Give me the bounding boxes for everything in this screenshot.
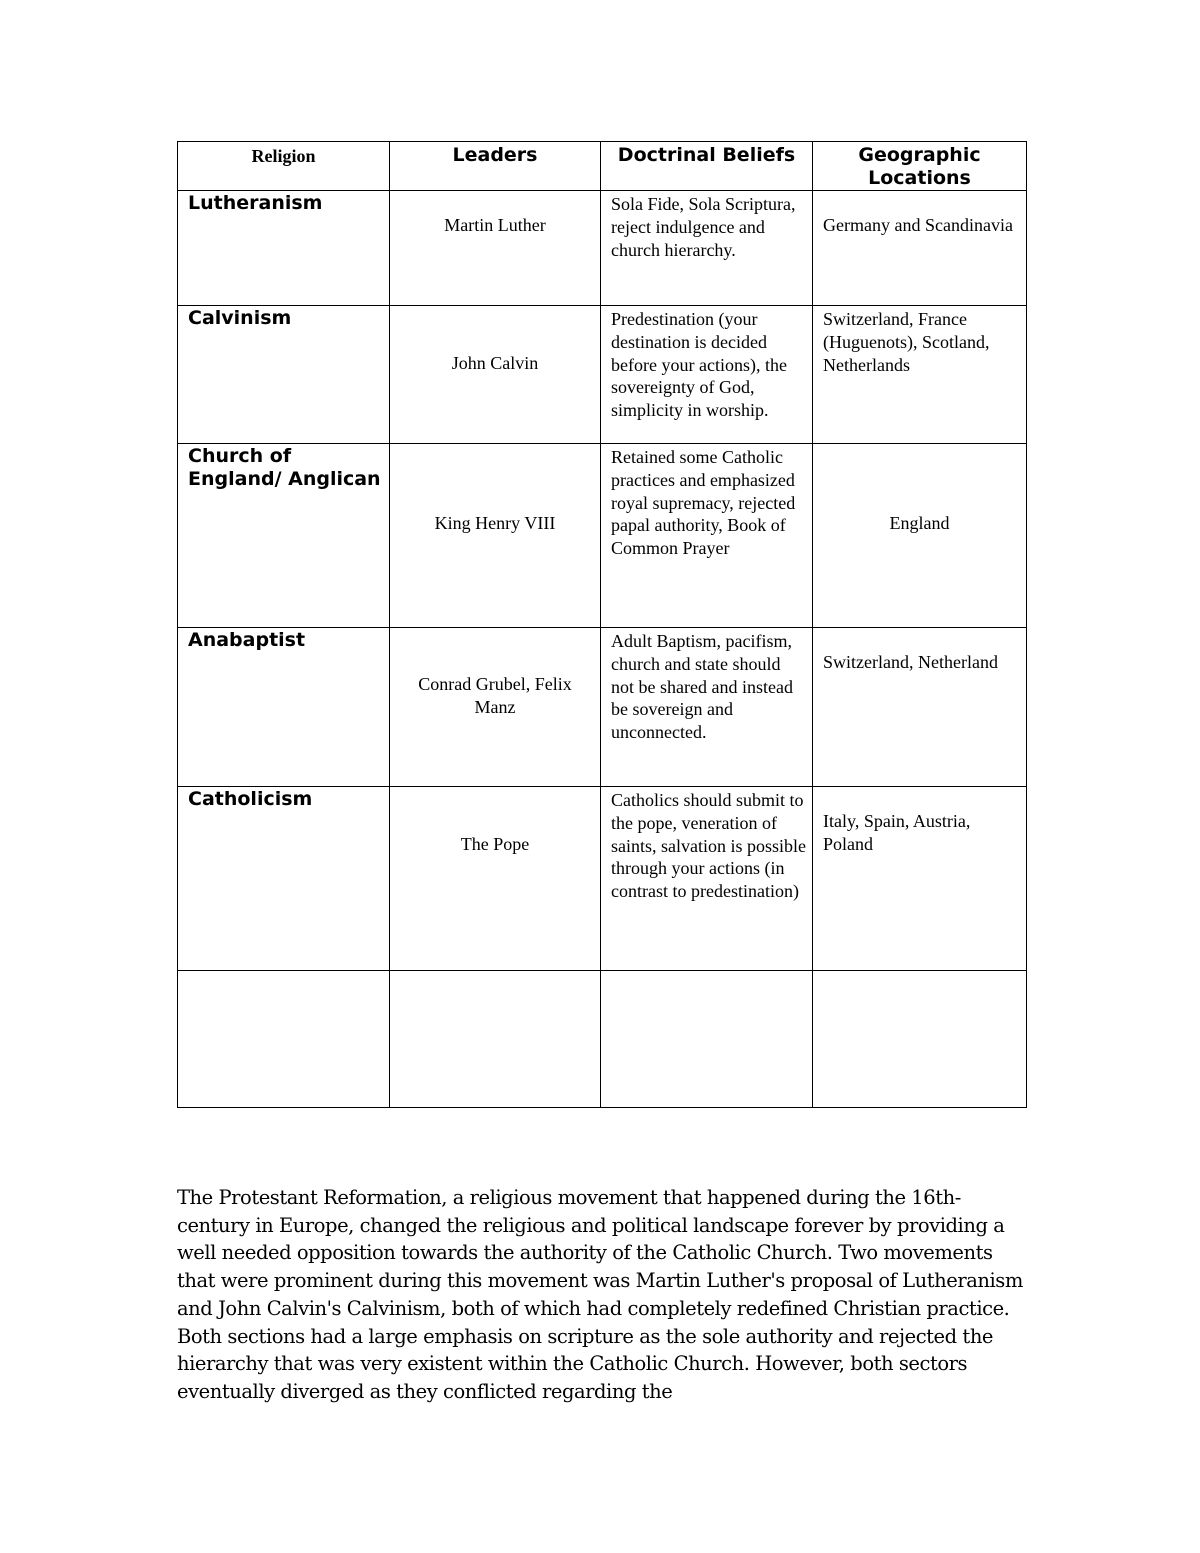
religion-cell: Lutheranism bbox=[178, 191, 390, 306]
empty-cell bbox=[813, 971, 1027, 1108]
locations-cell: Germany and Scandinavia bbox=[813, 191, 1027, 306]
leaders-cell: John Calvin bbox=[390, 306, 601, 444]
header-geographic-locations: Geographic Locations bbox=[813, 142, 1027, 191]
religion-cell: Anabaptist bbox=[178, 628, 390, 787]
leaders-cell: The Pope bbox=[390, 787, 601, 971]
locations-cell: Italy, Spain, Austria, Poland bbox=[813, 787, 1027, 971]
table-row bbox=[178, 787, 1027, 971]
beliefs-cell: Predestination (your destination is decided before your actions), the sovereignty of God, simplicity in worship. bbox=[601, 306, 813, 444]
empty-cell bbox=[178, 971, 390, 1108]
religion-cell: Calvinism bbox=[178, 306, 390, 444]
table-row bbox=[178, 191, 1027, 306]
locations-cell: Switzerland, Netherland bbox=[813, 628, 1027, 787]
header-leaders: Leaders bbox=[390, 142, 601, 191]
table-row bbox=[178, 306, 1027, 444]
religion-cell: Catholicism bbox=[178, 787, 390, 971]
beliefs-cell: Sola Fide, Sola Scriptura, reject indulgence and church hierarchy. bbox=[601, 191, 813, 306]
leaders-cell: King Henry VIII bbox=[390, 444, 601, 628]
empty-cell bbox=[390, 971, 601, 1108]
locations-cell: England bbox=[813, 444, 1027, 628]
table-row bbox=[178, 628, 1027, 787]
table-row bbox=[178, 444, 1027, 628]
leaders-cell: Martin Luther bbox=[390, 191, 601, 306]
essay-paragraph: The Protestant Reformation, a religious movement that happened during the 16th-century in Europe, changed the religious and political landscape forever by providing a well needed opposition towards the authority of the Catholic Church. Two movements that were prominent during this movement was Martin Luther's proposal of Lutheranism and John Calvin's Calvinism, both of which had completely redefined Christian practice. Both sections had a large emphasis on scripture as the sole authority and rejected the hierarchy that was very existent within the Catholic Church. However, both sectors eventually diverged as they conflicted regarding the bbox=[177, 1186, 1023, 1403]
empty-cell bbox=[601, 971, 813, 1108]
religion-cell: Church of England/ Anglican bbox=[178, 444, 390, 628]
header-religion: Religion bbox=[178, 142, 390, 191]
religions-table bbox=[177, 141, 1027, 1108]
table-header-row bbox=[178, 142, 1027, 191]
leaders-cell: Conrad Grubel, Felix Manz bbox=[390, 628, 601, 787]
beliefs-cell: Catholics should submit to the pope, veneration of saints, salvation is possible through your actions (in contrast to predestination) bbox=[601, 787, 813, 971]
beliefs-cell: Adult Baptism, pacifism, church and state should not be shared and instead be sovereign and unconnected. bbox=[601, 628, 813, 787]
empty-table-row bbox=[178, 971, 1027, 1108]
locations-cell: Switzerland, France (Huguenots), Scotland, Netherlands bbox=[813, 306, 1027, 444]
header-doctrinal-beliefs: Doctrinal Beliefs bbox=[601, 142, 813, 191]
beliefs-cell: Retained some Catholic practices and emphasized royal supremacy, rejected papal authority, Book of Common Prayer bbox=[601, 444, 813, 628]
